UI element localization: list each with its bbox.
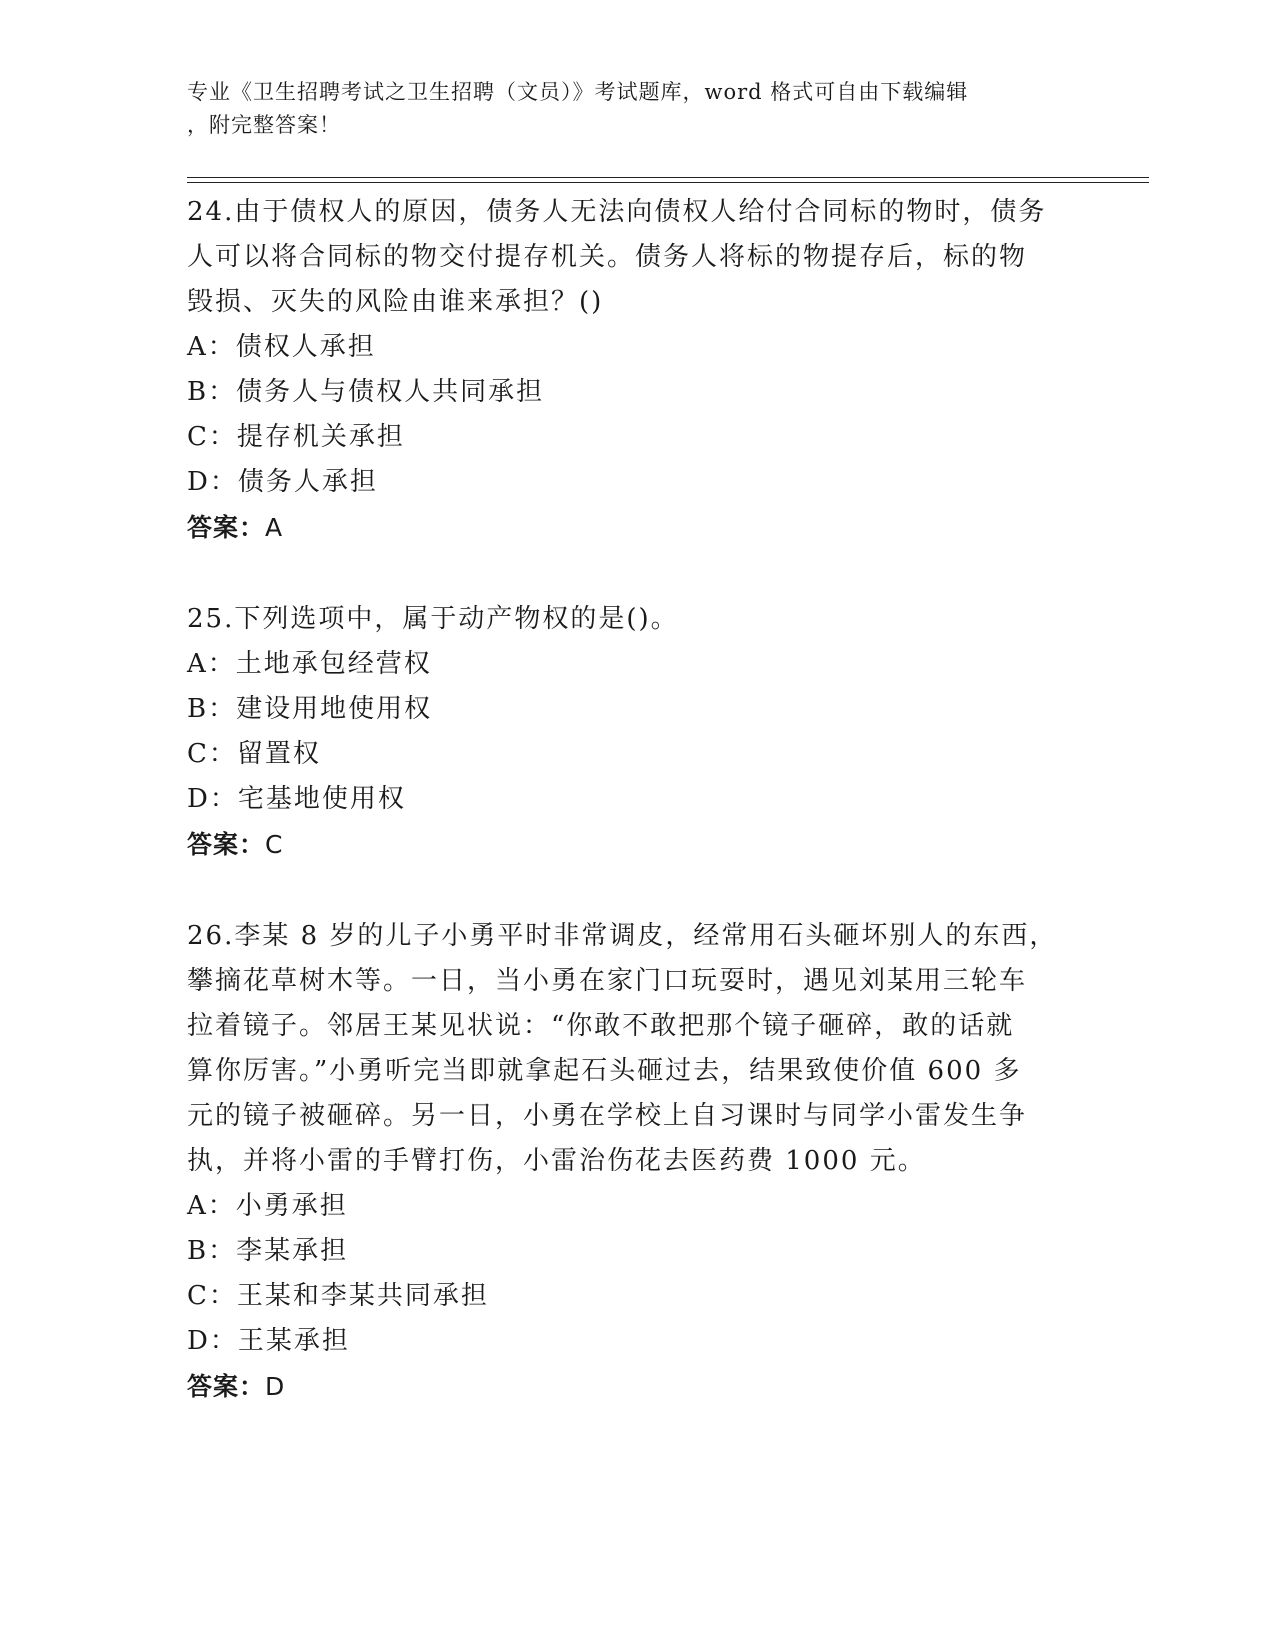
answer-line — [187, 822, 1067, 868]
option-a: A：小勇承担 — [187, 1191, 348, 1221]
document-header — [187, 76, 1087, 142]
option-d: D：债务人承担 — [187, 467, 378, 497]
answer-line — [187, 505, 1067, 551]
header-line-1: 专业《卫生招聘考试之卫生招聘（文员）》考试题库，word 格式可自由下载编辑 — [187, 80, 969, 104]
stem-line: 26.李某 8 岁的儿子小勇平时非常调皮，经常用石头砸坏别人的东西， — [187, 921, 1058, 951]
option-c: C：王某和李某共同承担 — [187, 1281, 489, 1311]
question-stem — [187, 190, 1067, 325]
stem-line: 执，并将小雷的手臂打伤，小雷治伤花去医药费 1000 元。 — [187, 1146, 926, 1176]
header-divider-top — [187, 177, 1149, 178]
stem-line: 攀摘花草树木等。一日，当小勇在家门口玩耍时，遇见刘某用三轮车 — [187, 966, 1028, 996]
stem-line: 拉着镜子。邻居王某见状说：“你敢不敢把那个镜子砸碎，敢的话就 — [187, 1011, 1015, 1041]
answer-value: D — [265, 1372, 286, 1401]
question-24 — [187, 190, 1067, 551]
question-26 — [187, 914, 1067, 1410]
question-25 — [187, 597, 1067, 868]
option-d: D：王某承担 — [187, 1326, 350, 1356]
stem-line: 毁损、灭失的风险由谁来承担？() — [187, 287, 604, 317]
stem-line: 人可以将合同标的物交付提存机关。债务人将标的物提存后，标的物 — [187, 242, 1028, 272]
stem-line: 算你厉害。”小勇听完当即就拿起石头砸过去，结果致使价值 600 多 — [187, 1056, 1022, 1086]
question-stem — [187, 597, 1067, 642]
question-list — [187, 190, 1067, 1410]
header-line-2: ，附完整答案！ — [187, 113, 341, 137]
option-a: A：债权人承担 — [187, 332, 376, 362]
stem-line: 元的镜子被砸碎。另一日，小勇在学校上自习课时与同学小雷发生争 — [187, 1101, 1028, 1131]
answer-label: 答案： — [187, 513, 266, 542]
question-spacer — [187, 868, 1067, 914]
answer-value: C — [265, 830, 284, 859]
option-b: B：李某承担 — [187, 1236, 349, 1266]
option-a: A：土地承包经营权 — [187, 649, 432, 679]
option-d: D：宅基地使用权 — [187, 784, 406, 814]
answer-label: 答案： — [187, 830, 266, 859]
option-c: C：提存机关承担 — [187, 422, 405, 452]
stem-line: 24.由于债权人的原因，债务人无法向债权人给付合同标的物时，债务 — [187, 197, 1047, 227]
answer-value: A — [265, 513, 284, 542]
question-stem — [187, 914, 1067, 1184]
answer-line — [187, 1364, 1067, 1410]
question-spacer — [187, 551, 1067, 597]
option-b: B：建设用地使用权 — [187, 694, 433, 724]
header-divider-bottom — [187, 182, 1149, 183]
option-b: B：债务人与债权人共同承担 — [187, 377, 545, 407]
option-c: C：留置权 — [187, 739, 321, 769]
answer-label: 答案： — [187, 1372, 266, 1401]
stem-line: 25.下列选项中，属于动产物权的是()。 — [187, 604, 679, 634]
